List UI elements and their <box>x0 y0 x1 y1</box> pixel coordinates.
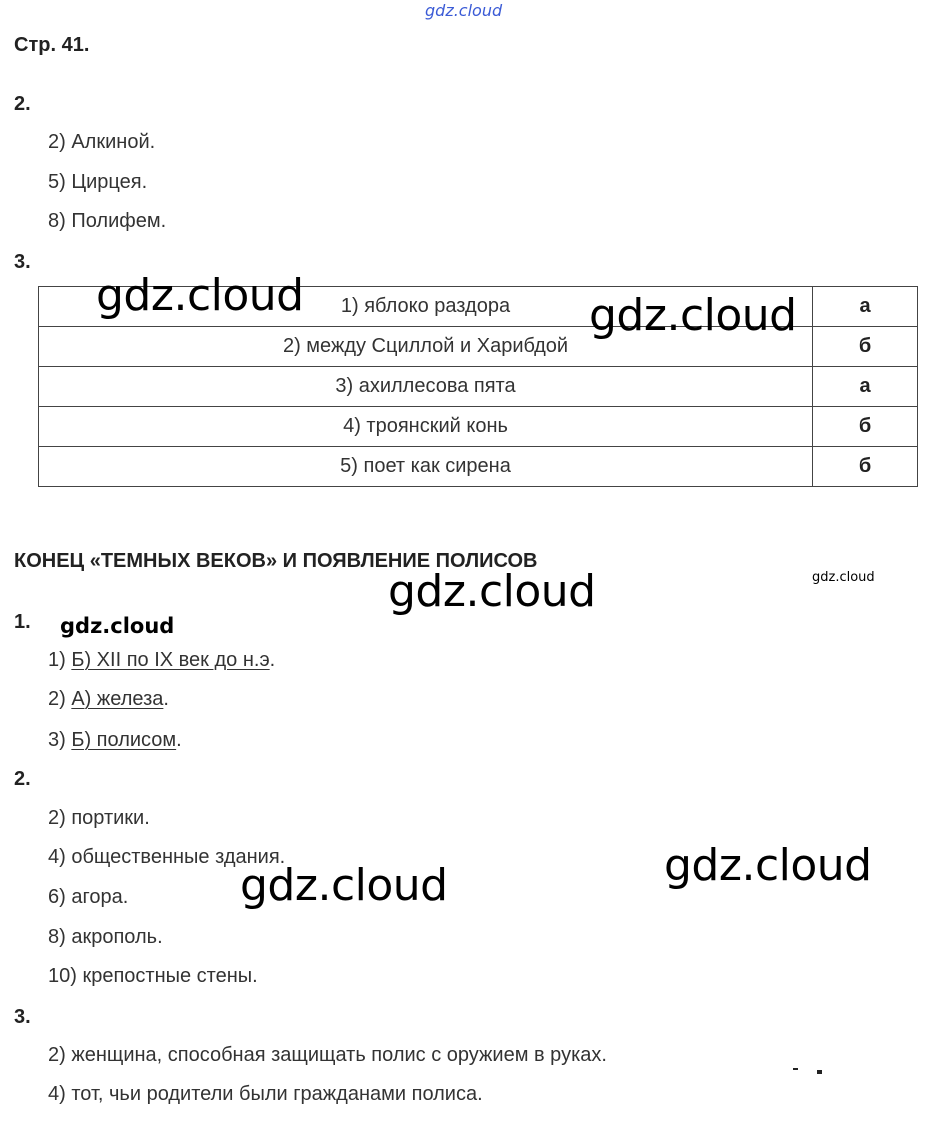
answer-item <box>48 649 275 672</box>
table-row <box>39 367 918 407</box>
item-suffix: . <box>163 688 169 710</box>
question-number: 1. <box>14 611 31 633</box>
answer-cell: б <box>813 407 918 447</box>
stray-mark <box>817 1070 822 1074</box>
answer-item: 10) крепостные стены. <box>48 965 258 987</box>
answer-item: 8) Полифем. <box>48 210 167 232</box>
phrase-cell: 2) между Сциллой и Харибдой <box>39 327 813 367</box>
watermark: gdz.cloud <box>589 290 797 341</box>
item-prefix: 3) <box>48 729 72 751</box>
page-reference: Стр. 41. <box>14 34 90 56</box>
answer-cell: б <box>813 327 918 367</box>
table-row <box>39 407 918 447</box>
watermark: gdz.cloud <box>240 860 448 911</box>
chosen-answer: А) железа <box>71 688 164 710</box>
question-number: 2. <box>14 768 31 790</box>
item-prefix: 1) <box>48 649 72 671</box>
table-row <box>39 447 918 487</box>
phrase-cell: 3) ахиллесова пята <box>39 367 813 407</box>
watermark: gdz.cloud <box>664 840 872 891</box>
watermark-small: gdz.cloud <box>812 570 875 585</box>
answer-item <box>48 729 182 752</box>
watermark-top: gdz.cloud <box>425 1 503 20</box>
answer-cell: а <box>813 287 918 327</box>
answer-cell: б <box>813 447 918 487</box>
answer-item: 2) портики. <box>48 807 150 829</box>
question-number: 3. <box>14 1006 31 1028</box>
answer-item: 2) Алкиной. <box>48 131 156 153</box>
watermark-mid: gdz.cloud <box>60 614 175 638</box>
stray-mark <box>793 1068 798 1070</box>
watermark: gdz.cloud <box>388 566 596 617</box>
chosen-answer: Б) полисом <box>71 729 177 751</box>
answer-item: 6) агора. <box>48 886 129 908</box>
item-suffix: . <box>269 649 276 671</box>
answer-item: 5) Цирцея. <box>48 171 148 193</box>
phrase-cell: 1) яблоко раздора <box>39 287 813 327</box>
question-number: 3. <box>14 251 31 273</box>
watermark: gdz.cloud <box>96 270 304 321</box>
item-suffix: . <box>176 729 182 751</box>
chosen-answer: Б) XII по IX век до н.э <box>71 649 270 671</box>
phrase-cell: 5) поет как сирена <box>39 447 813 487</box>
answer-item: 4) тот, чьи родители были гражданами полиса. <box>48 1083 483 1105</box>
answer-cell: а <box>813 367 918 407</box>
item-prefix: 2) <box>48 688 72 710</box>
answer-item: 8) акрополь. <box>48 926 163 948</box>
answer-item: 4) общественные здания. <box>48 846 286 868</box>
answer-item <box>48 688 169 711</box>
answer-item: 2) женщина, способная защищать полис с оружием в руках. <box>48 1044 607 1066</box>
question-number: 2. <box>14 93 31 115</box>
phrase-cell: 4) троянский конь <box>39 407 813 447</box>
section-title: КОНЕЦ «ТЕМНЫХ ВЕКОВ» И ПОЯВЛЕНИЕ ПОЛИСОВ <box>14 550 538 572</box>
